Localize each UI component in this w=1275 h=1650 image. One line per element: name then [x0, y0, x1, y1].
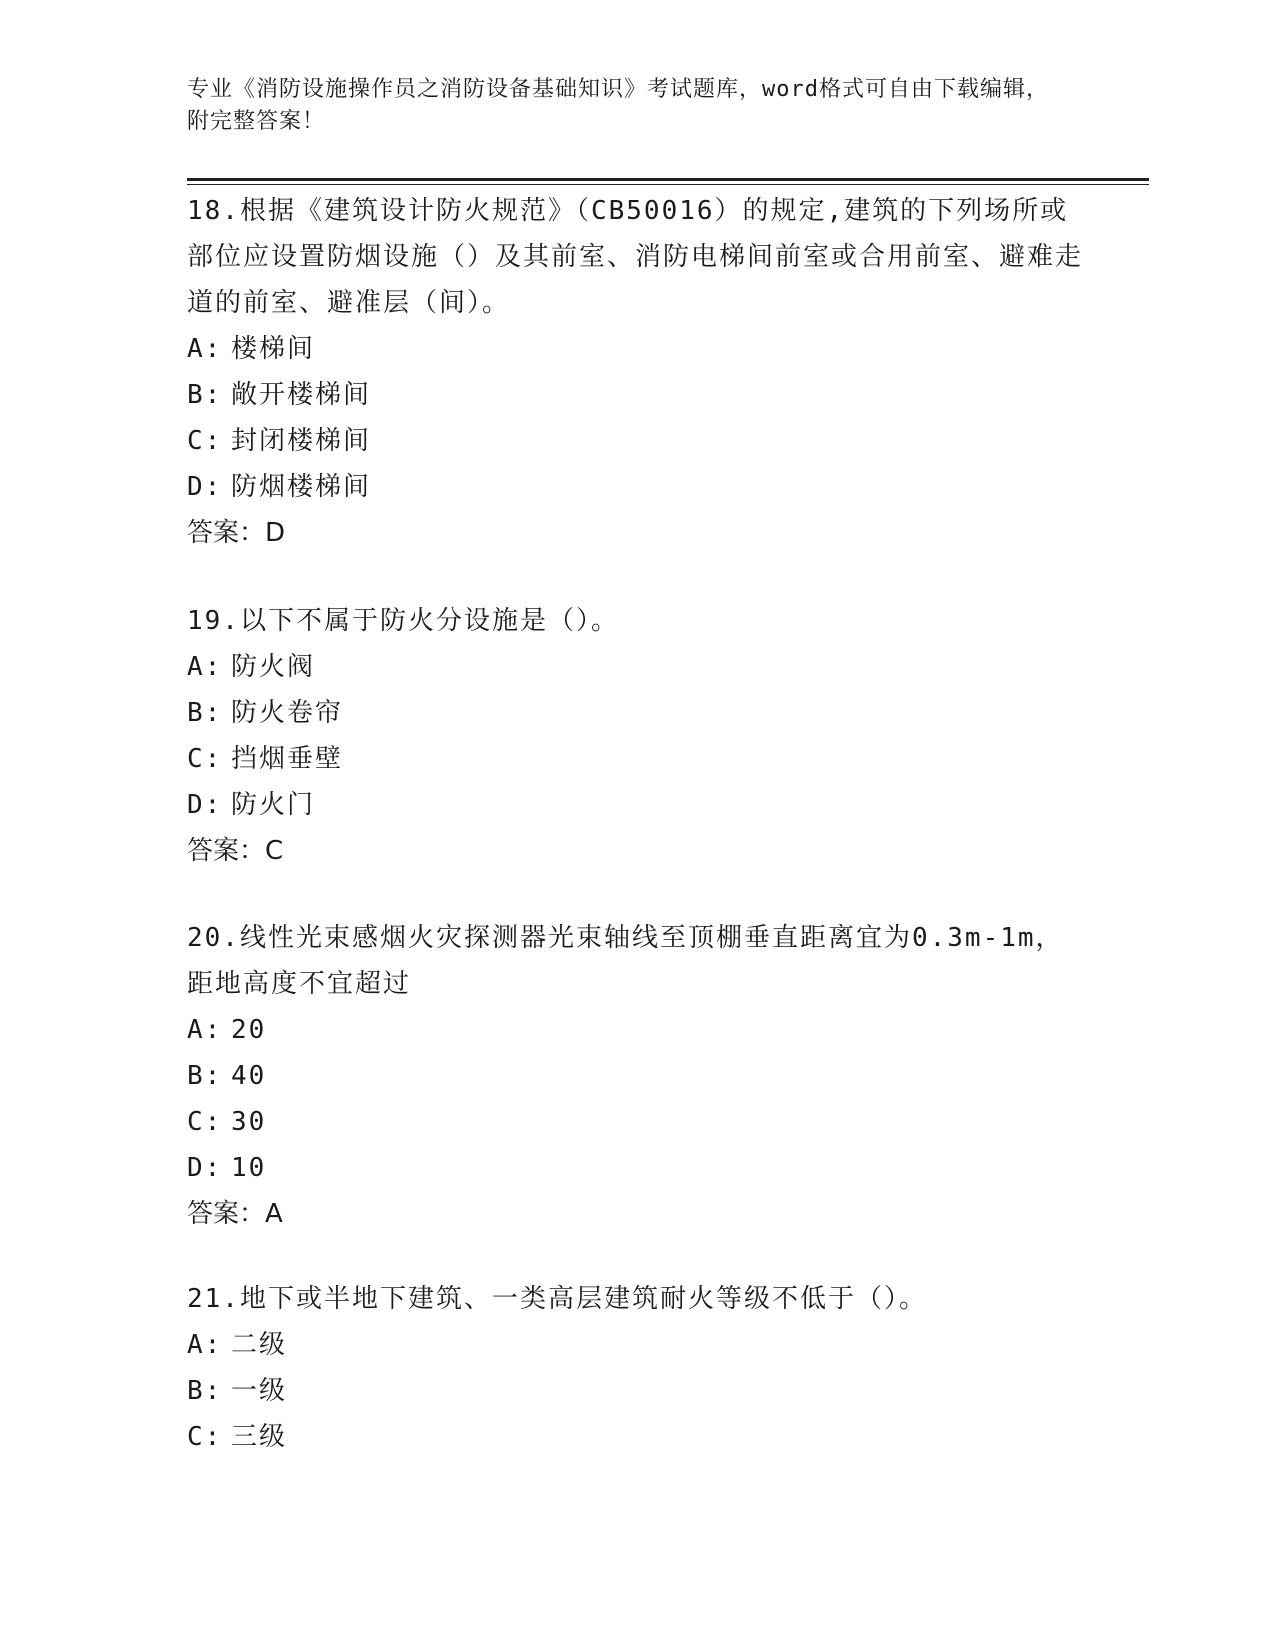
option-c — [187, 418, 1087, 464]
option-c — [187, 1414, 1087, 1460]
option-b — [187, 690, 1087, 736]
option-b — [187, 372, 1087, 418]
option-letter: B: — [187, 380, 223, 410]
option-letter: B: — [187, 1061, 223, 1091]
option-c — [187, 736, 1087, 782]
option-letter: C: — [187, 426, 223, 456]
option-text: 防烟楼梯间 — [231, 472, 372, 502]
option-text: 30 — [231, 1107, 267, 1137]
document-header: 专业《消防设施操作员之消防设备基础知识》考试题库，word格式可自由下载编辑，附完整答案！ — [187, 77, 1049, 134]
answer-line: 答案：D — [187, 518, 286, 548]
option-letter: A: — [187, 1330, 223, 1360]
option-letter: B: — [187, 698, 223, 728]
option-text: 10 — [231, 1153, 267, 1183]
option-text: 40 — [231, 1061, 267, 1091]
option-a — [187, 1007, 1087, 1053]
option-d — [187, 782, 1087, 828]
option-text: 楼梯间 — [231, 334, 316, 364]
option-text: 三级 — [231, 1422, 288, 1452]
option-text: 封闭楼梯间 — [231, 426, 372, 456]
option-c — [187, 1099, 1087, 1145]
question-stem: 20.线性光束感烟火灾探测器光束轴线至顶棚垂直距离宜为0.3m-1m，距地高度不宜超过 — [187, 923, 1064, 999]
option-text: 挡烟垂壁 — [231, 744, 344, 774]
answer-line: 答案：C — [187, 836, 284, 866]
option-letter: D: — [187, 790, 223, 820]
option-text: 防火门 — [231, 790, 316, 820]
option-text: 防火阀 — [231, 652, 316, 682]
option-text: 二级 — [231, 1330, 288, 1360]
option-letter: A: — [187, 1015, 223, 1045]
question-18 — [187, 188, 1087, 556]
header-divider-thin — [187, 184, 1149, 185]
option-text: 敞开楼梯间 — [231, 380, 372, 410]
option-text: 20 — [231, 1015, 267, 1045]
option-letter: B: — [187, 1376, 223, 1406]
option-text: 防火卷帘 — [231, 698, 344, 728]
option-b — [187, 1368, 1087, 1414]
question-stem: 19.以下不属于防火分设施是（）。 — [187, 606, 619, 636]
question-stem: 18.根据《建筑设计防火规范》（CB50016）的规定,建筑的下列场所或部位应设置防烟设施（）及其前室、消防电梯间前室或合用前室、避难走道的前室、避准层（间）。 — [187, 196, 1084, 318]
option-letter: C: — [187, 744, 223, 774]
option-a — [187, 326, 1087, 372]
option-a — [187, 644, 1087, 690]
question-19 — [187, 598, 1087, 874]
option-letter: C: — [187, 1422, 223, 1452]
option-d — [187, 1145, 1087, 1191]
option-letter: A: — [187, 652, 223, 682]
option-letter: D: — [187, 472, 223, 502]
option-letter: C: — [187, 1107, 223, 1137]
option-d — [187, 464, 1087, 510]
option-letter: D: — [187, 1153, 223, 1183]
header-divider-thick — [187, 178, 1149, 181]
option-a — [187, 1322, 1087, 1368]
question-stem: 21.地下或半地下建筑、一类高层建筑耐火等级不低于（）。 — [187, 1284, 927, 1314]
option-text: 一级 — [231, 1376, 288, 1406]
option-b — [187, 1053, 1087, 1099]
answer-line: 答案：A — [187, 1199, 283, 1229]
question-21 — [187, 1276, 1087, 1460]
question-20 — [187, 915, 1087, 1237]
option-letter: A: — [187, 334, 223, 364]
